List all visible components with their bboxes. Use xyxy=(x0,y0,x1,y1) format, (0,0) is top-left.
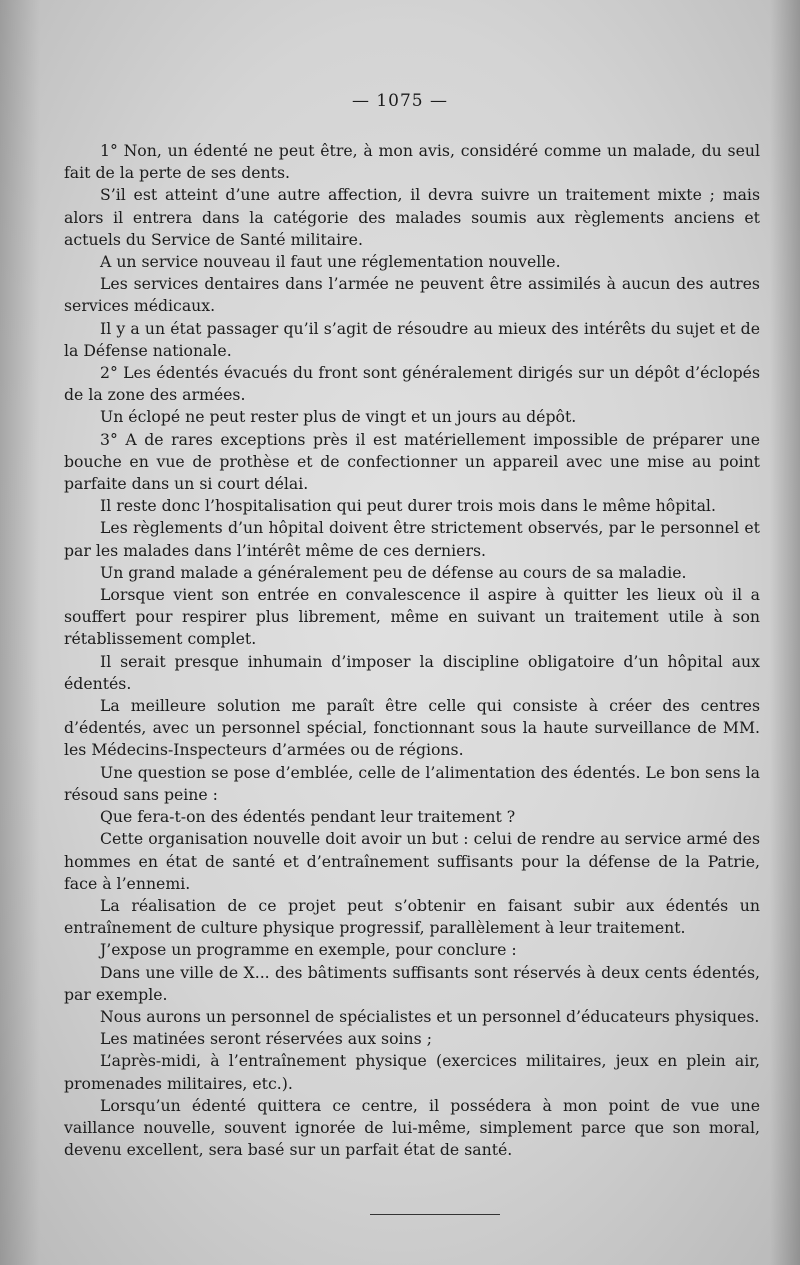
paragraph: Les matinées seront réservées aux soins ; xyxy=(100,1029,432,1049)
paragraph: Il y a un état passager qu’il s’agit de résoudre au mieux des intérêts du sujet et de la Défense nationale. xyxy=(64,318,760,360)
paragraph: Lorsqu’un édenté quittera ce centre, il possédera à mon point de vue une vaillance nouvelle, souvent ignorée de lui-même, simplement parce que son moral, devenu excellent, sera basé sur un parfait état de santé. xyxy=(64,1095,760,1160)
paragraph: La meilleure solution me paraît être celle qui consiste à créer des centres d’édentés, avec un personnel spécial, fonctionnant sous la haute surveillance de MM. les Médecins-Inspecteurs d’armées ou de régions. xyxy=(64,696,760,760)
paragraph: Un grand malade a généralement peu de défense au cours de sa maladie. xyxy=(100,562,687,582)
paragraph: 1° Non, un édenté ne peut être, à mon avis, considéré comme un malade, du seul fait de la perte de ses dents. xyxy=(64,141,760,183)
paragraph: 2° Les édentés évacués du front sont généralement dirigés sur un dépôt d’éclopés de la zone des armées. xyxy=(64,363,760,405)
paragraph: Une question se pose d’emblée, celle de l’alimentation des édentés. Le bon sens la résoud sans peine : xyxy=(64,762,760,804)
paragraph: Cette organisation nouvelle doit avoir un but : celui de rendre au service armé des hommes en état de santé et d’entraînement suffisants pour la défense de la Patrie, face à l’ennemi. xyxy=(64,829,760,893)
paragraph: Les services dentaires dans l’armée ne peuvent être assimilés à aucun des autres services médicaux. xyxy=(64,274,760,316)
paragraph: Un éclopé ne peut rester plus de vingt et un jours au dépôt. xyxy=(100,407,577,427)
paragraph: J’expose un programme en exemple, pour conclure : xyxy=(100,940,517,960)
paragraph: S’il est atteint d’une autre affection, il devra suivre un traitement mixte ; mais alors il entrera dans la catégorie des malades soumis aux règlements anciens et actuels du Service de Santé militaire. xyxy=(64,185,760,249)
paragraph: Il reste donc l’hospitalisation qui peut durer trois mois dans le même hôpital. xyxy=(100,496,716,516)
paragraph: Lorsque vient son entrée en convalescence il aspire à quitter les lieux où il a souffert pour respirer plus librement, même en suivant un traitement utile à son rétablissement complet. xyxy=(64,585,760,649)
paragraph: Que fera-t-on des édentés pendant leur traitement ? xyxy=(100,807,516,827)
body-text xyxy=(64,140,760,1161)
page-number: — 1075 — xyxy=(351,91,449,111)
paragraph: Nous aurons un personnel de spécialistes et un personnel d’éducateurs physiques. xyxy=(100,1006,760,1026)
paragraph: Il serait presque inhumain d’imposer la discipline obligatoire d’un hôpital aux édentés. xyxy=(64,651,760,693)
paragraph: L’après-midi, à l’entraînement physique (exercices militaires, jeux en plein air, promenades militaires, etc.). xyxy=(64,1051,760,1093)
paragraph: La réalisation de ce projet peut s’obtenir en faisant subir aux édentés un entraînement de culture physique progressif, parallèlement à leur traitement. xyxy=(64,895,760,938)
paragraph: Les règlements d’un hôpital doivent être strictement observés, par le personnel et par les malades dans l’intérêt même de ces derniers. xyxy=(64,518,760,560)
paragraph: 3° A de rares exceptions près il est matériellement impossible de préparer une bouche en vue de prothèse et de confectionner un appareil avec une mise au point parfaite dans un si court délai. xyxy=(64,429,760,494)
end-rule-divider xyxy=(370,1214,500,1215)
paragraph: Dans une ville de X... des bâtiments suffisants sont réservés à deux cents édentés, par exemple. xyxy=(64,962,760,1004)
paragraph: A un service nouveau il faut une réglementation nouvelle. xyxy=(100,252,561,272)
